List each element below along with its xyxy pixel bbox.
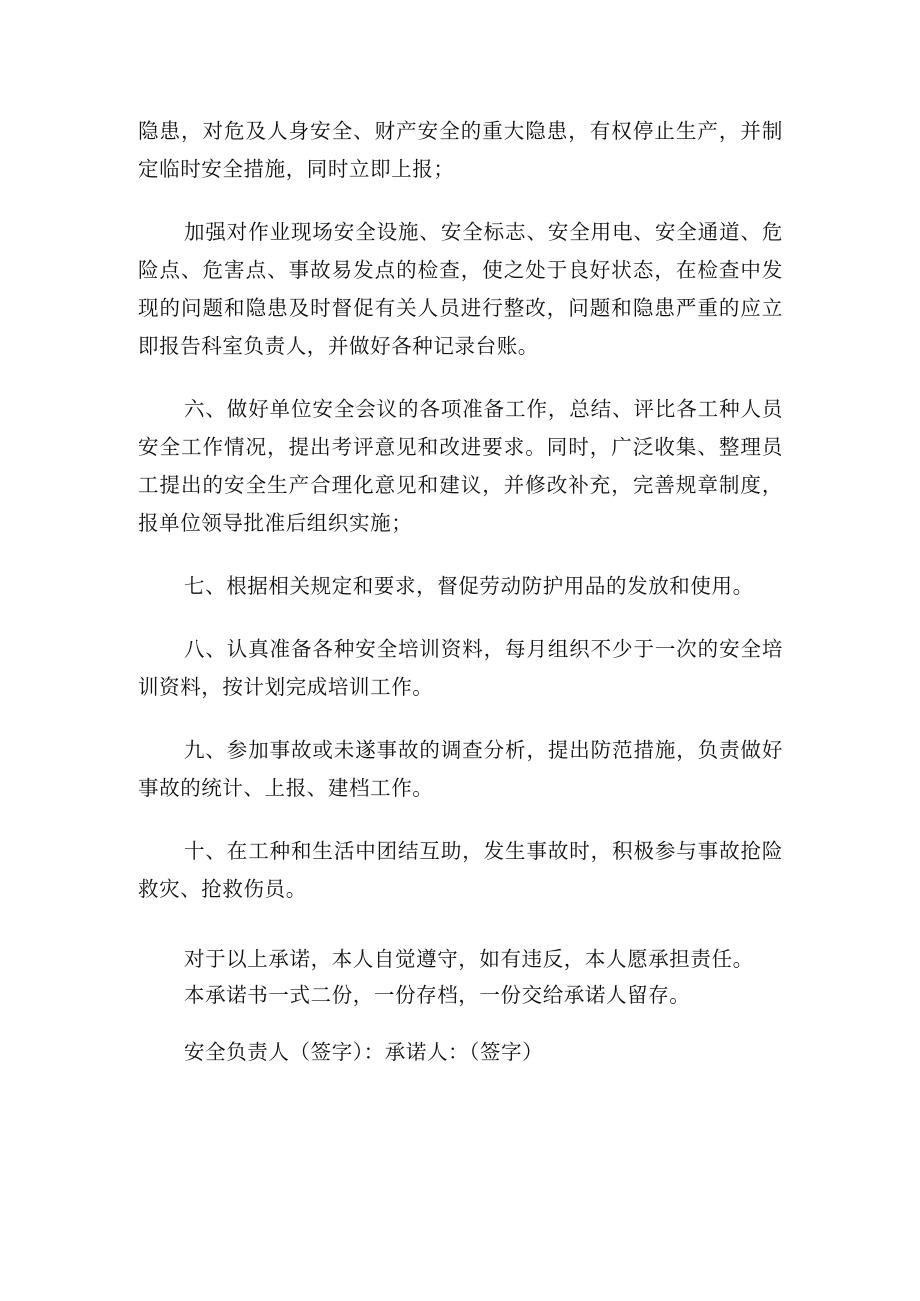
closing-block <box>138 941 783 1070</box>
paragraph-site-inspection: 加强对作业现场安全设施、安全标志、安全用电、安全通道、危险点、危害点、事故易发点的检查，使之处于良好状态，在检查中发现的问题和隐患及时督促有关人员进行整改，问题和隐患严重的应立即报告科室负责人，并做好各种记录台账。 <box>138 220 783 358</box>
paragraph-item-nine: 九、参加事故或未遂事故的调查分析，提出防范措施，负责做好事故的统计、上报、建档工作。 <box>138 738 783 800</box>
paragraph-item-six: 六、做好单位安全会议的各项准备工作，总结、评比各工种人员安全工作情况，提出考评意见和改进要求。同时，广泛收集、整理员工提出的安全生产合理化意见和建议，并修改补充，完善规章制度，报单位领导批准后组织实施； <box>138 397 783 535</box>
document-page <box>138 112 783 1070</box>
paragraph-continuation: 隐患，对危及人身安全、财产安全的重大隐患，有权停止生产，并制定临时安全措施，同时立即上报； <box>138 119 783 181</box>
signature-line: 安全负责人（签字）：承诺人：（签字） <box>184 1040 544 1064</box>
closing-statement: 对于以上承诺，本人自觉遵守，如有违反，本人愿承担责任。 <box>184 947 754 971</box>
paragraph-item-ten: 十、在工种和生活中团结互助，发生事故时，积极参与事故抢险救灾、抢救伤员。 <box>138 839 783 901</box>
copies-statement: 本承诺书一式二份，一份存档，一份交给承诺人留存。 <box>184 983 691 1007</box>
paragraph-item-eight: 八、认真准备各种安全培训资料，每月组织不少于一次的安全培训资料，按计划完成培训工作。 <box>138 637 783 699</box>
paragraph-item-seven: 七、根据相关规定和要求，督促劳动防护用品的发放和使用。 <box>184 574 754 598</box>
